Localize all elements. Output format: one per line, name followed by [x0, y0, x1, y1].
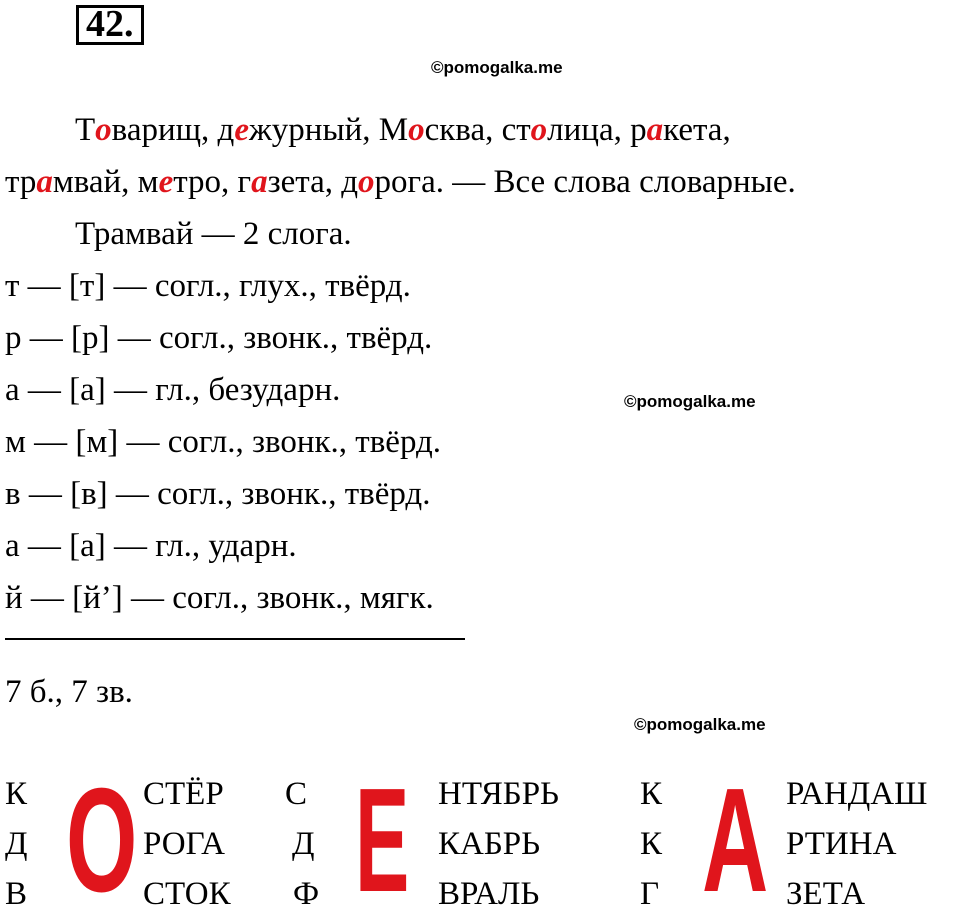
big-letter-o: О [66, 758, 138, 923]
word-prefix: Д [292, 826, 315, 862]
word-prefix: Ф [293, 876, 320, 912]
word-suffix: СТОК [143, 876, 231, 912]
stressless-vowel: е [158, 164, 174, 200]
stressless-vowel: о [95, 112, 112, 148]
stressless-vowel: а [251, 164, 268, 200]
phonetic-line: а — [а] — гл., ударн. [5, 528, 297, 564]
word-prefix: К [640, 776, 663, 812]
word-suffix: КАБРЬ [438, 826, 541, 862]
phonetic-line: м — [м] — согл., звонк., твёрд. [5, 424, 442, 460]
exercise-number: 42. [86, 3, 134, 45]
word-suffix: НТЯБРЬ [438, 776, 559, 812]
word-suffix: ВРАЛЬ [438, 876, 540, 912]
word-prefix: Г [640, 876, 660, 912]
phonetic-line: й — [й’] — согл., звонк., мягк. [5, 580, 434, 616]
big-letter-e: Е [355, 758, 410, 923]
phonetic-line: р — [р] — согл., звонк., твёрд. [5, 320, 433, 356]
stressless-vowel: о [530, 112, 548, 148]
stressless-vowel: о [358, 164, 375, 200]
paragraph-line-1: Товарищ, дежурный, Москва, столица, ракета, [75, 112, 731, 148]
word-suffix: РАНДАШ [786, 776, 928, 812]
phonetic-line: в — [в] — согл., звонк., твёрд. [5, 476, 431, 512]
watermark: ©pomogalka.me [634, 715, 766, 734]
watermark: ©pomogalka.me [431, 58, 563, 77]
watermark: ©pomogalka.me [624, 392, 756, 411]
word-prefix: С [285, 776, 308, 812]
word-suffix: СТЁР [143, 776, 224, 812]
paragraph-line-2: трамвай, метро, газета, дорога. — Все слова словарные. [5, 164, 796, 200]
word-suffix: ЗЕТА [786, 876, 866, 912]
word-prefix: К [640, 826, 663, 862]
word-prefix: К [5, 776, 28, 812]
stressless-vowel: а [646, 112, 664, 148]
stressless-vowel: е [234, 112, 249, 148]
phonetic-line: т — [т] — согл., глух., твёрд. [5, 268, 411, 304]
phonetic-line: а — [а] — гл., безударн. [5, 372, 341, 408]
word-suffix: РОГА [143, 826, 225, 862]
word-suffix: РТИНА [786, 826, 897, 862]
stressless-vowel: о [408, 112, 425, 148]
letters-sounds-summary: 7 б., 7 зв. [5, 674, 133, 710]
word-prefix: В [5, 876, 28, 912]
word-prefix: Д [5, 826, 28, 862]
divider [5, 638, 465, 640]
syllable-count: Трамвай — 2 слога. [75, 216, 352, 252]
stressless-vowel: а [36, 164, 53, 200]
big-letter-a: А [702, 758, 769, 923]
